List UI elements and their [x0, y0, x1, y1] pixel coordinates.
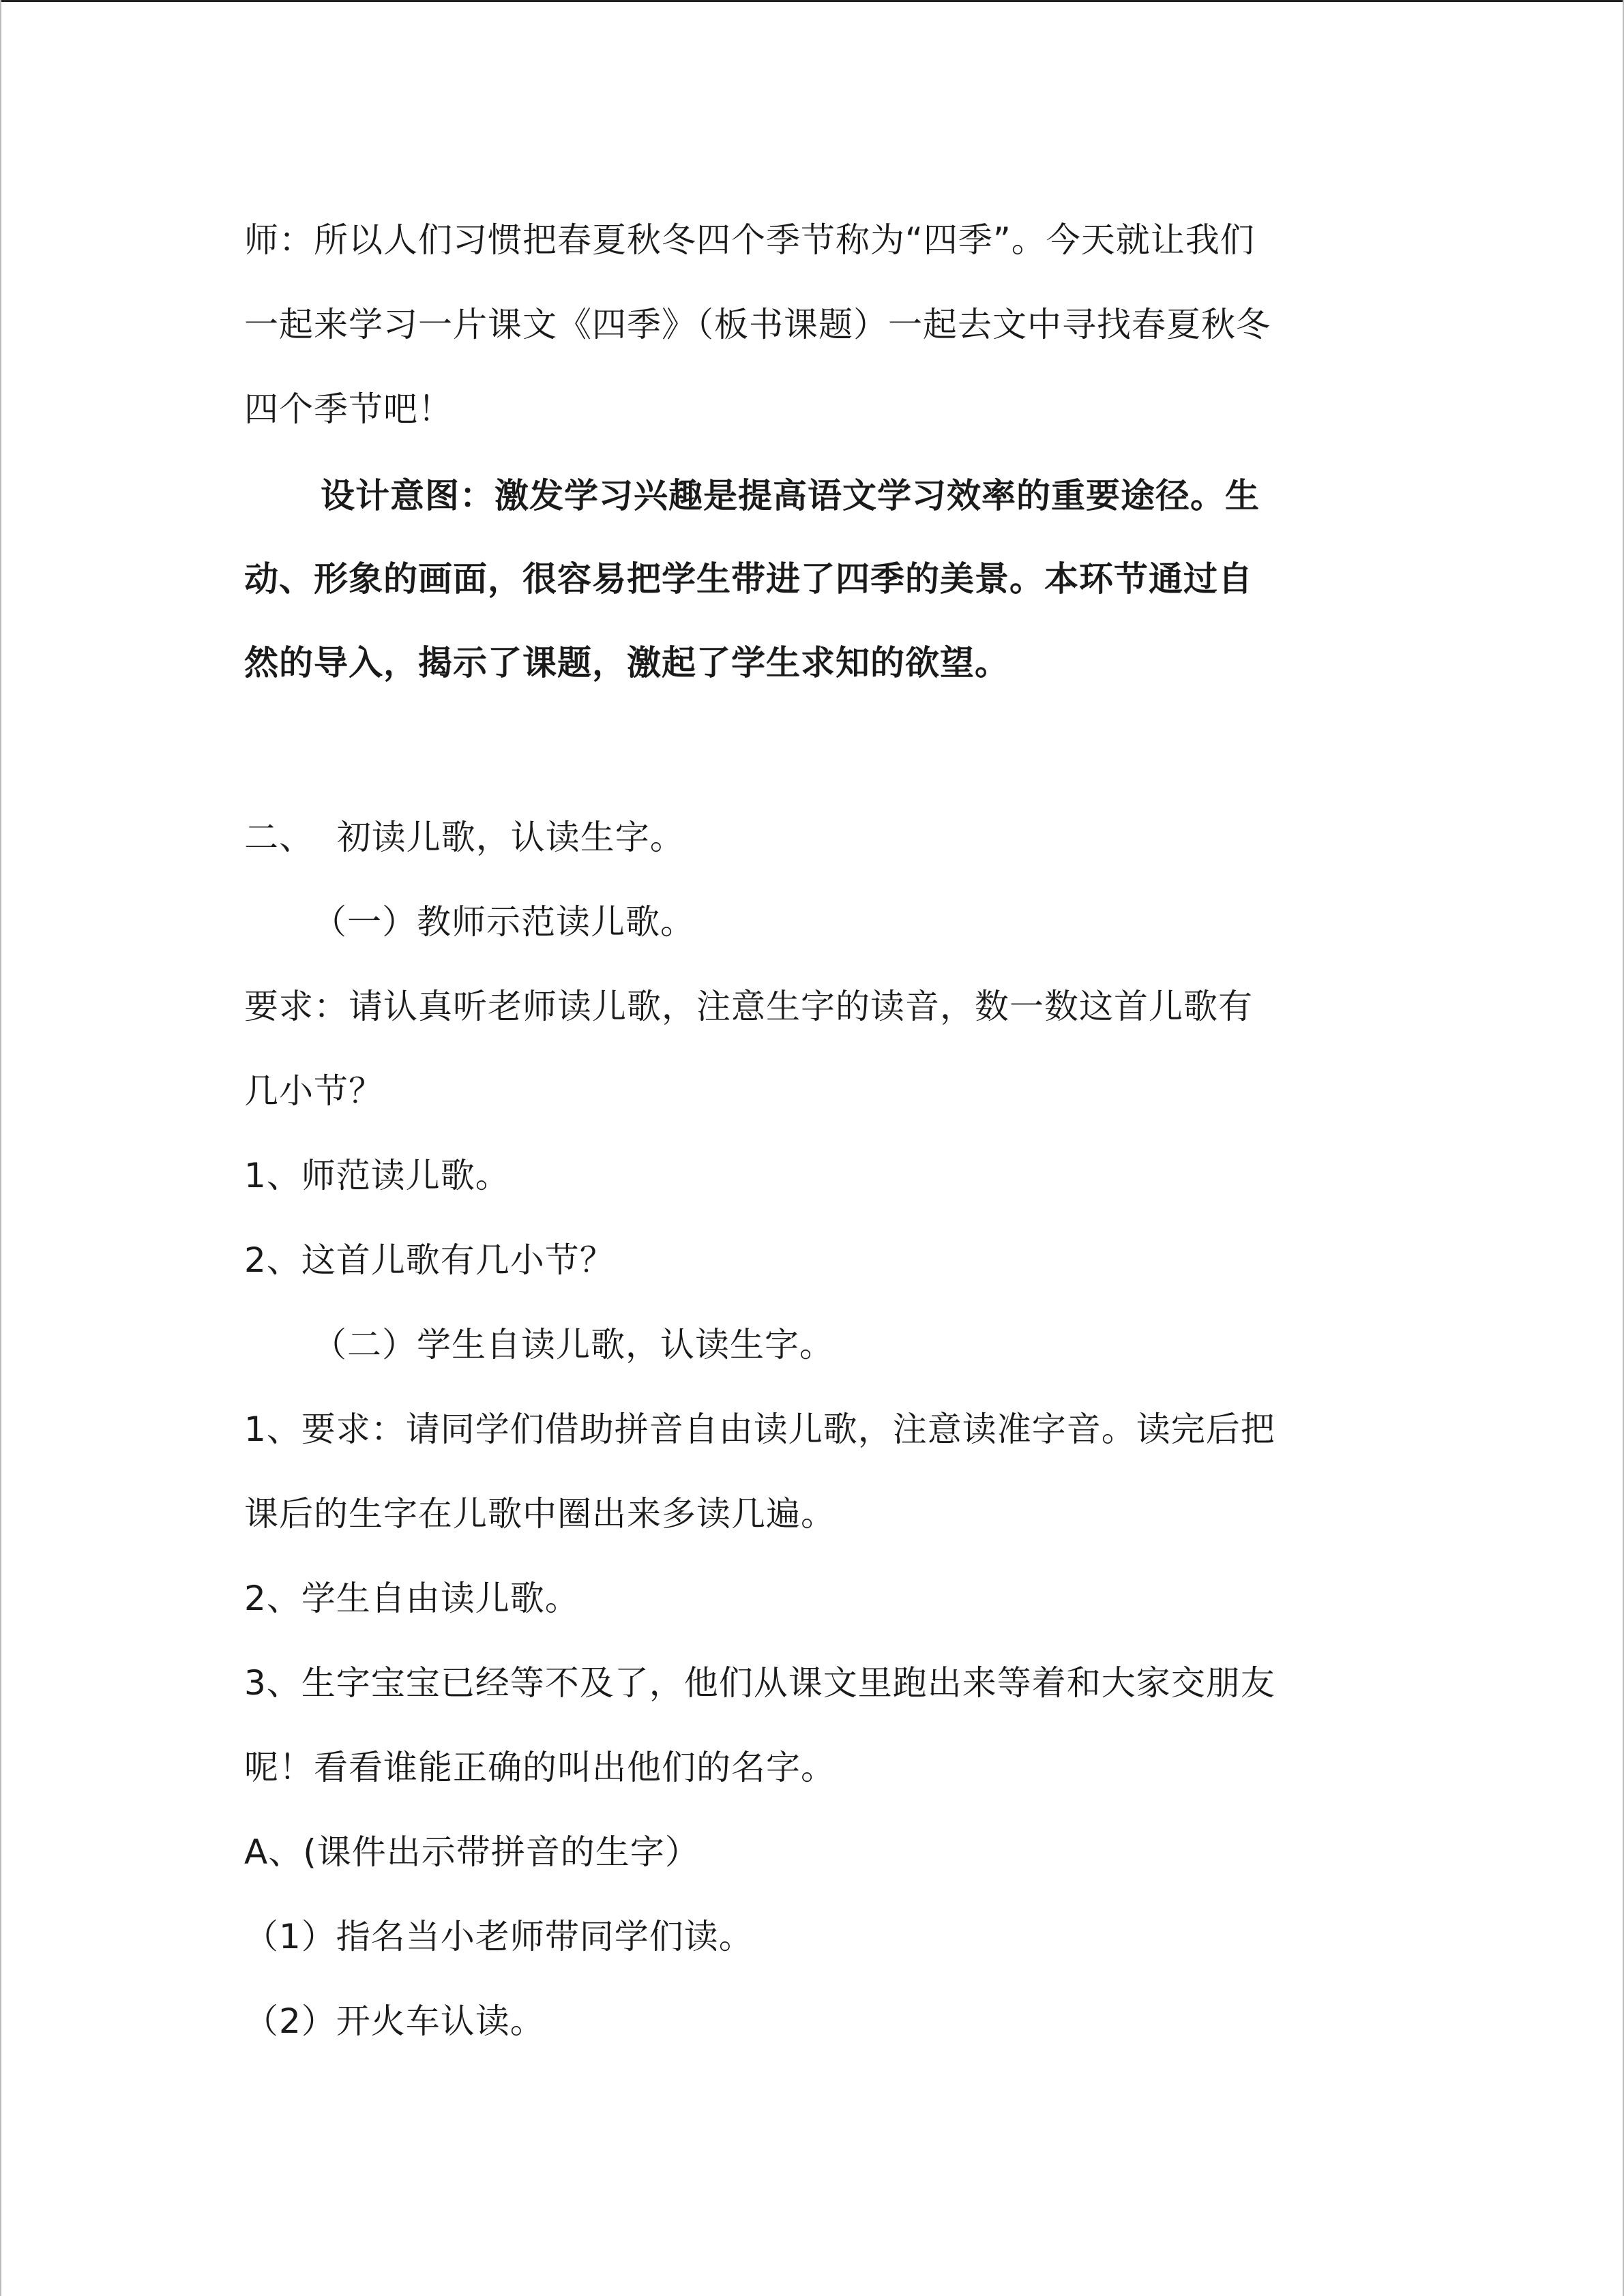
list-item: 3、生字宝宝已经等不及了，他们从课文里跑出来等着和大家交朋友: [244, 1663, 1275, 1703]
subsection-heading: （二）学生自读儿歌，认读生字。: [312, 1325, 834, 1365]
list-item: 1、师范读儿歌。: [244, 1156, 510, 1195]
paragraph-line: 呢！看看谁能正确的叫出他们的名字。: [244, 1748, 836, 1787]
list-item: （2）开火车认读。: [244, 2001, 545, 2041]
paragraph-line: 要求：请认真听老师读儿歌，注意生字的读音，数一数这首儿歌有: [244, 987, 1253, 1026]
list-item: A、(课件出示带拼音的生字）: [244, 1832, 700, 1872]
design-intent-line: 动、形象的画面，很容易把学生带进了四季的美景。本环节通过自: [244, 559, 1253, 599]
list-item: 2、学生自由读儿歌。: [244, 1579, 580, 1618]
design-intent-line: 设计意图：激发学习兴趣是提高语文学习效率的重要途径。生: [321, 476, 1260, 516]
paragraph-line: 课后的生字在儿歌中圈出来多读几遍。: [244, 1494, 836, 1534]
paragraph-line: 四个季节吧！: [244, 389, 453, 429]
list-item: 2、这首儿歌有几小节？: [244, 1240, 615, 1280]
paragraph-line: 几小节？: [244, 1071, 383, 1111]
page-left-border: [0, 0, 1, 2296]
design-intent-line: 然的导入，揭示了课题，激起了学生求知的欲望。: [244, 643, 1009, 683]
paragraph-line: 师：所以人们习惯把春夏秋冬四个季节称为“四季”。今天就让我们: [244, 220, 1255, 260]
page-top-border: [0, 0, 1624, 2]
subsection-heading: （一）教师示范读儿歌。: [312, 902, 695, 942]
section-heading: 二、 初读儿歌，认读生字。: [244, 818, 685, 857]
list-item: 1、要求：请同学们借助拼音自由读儿歌，注意读准字音。读完后把: [244, 1410, 1275, 1449]
paragraph-line: 一起来学习一片课文《四季》（板书课题）一起去文中寻找春夏秋冬: [244, 305, 1271, 344]
list-item: （1）指名当小老师带同学们读。: [244, 1917, 754, 1956]
